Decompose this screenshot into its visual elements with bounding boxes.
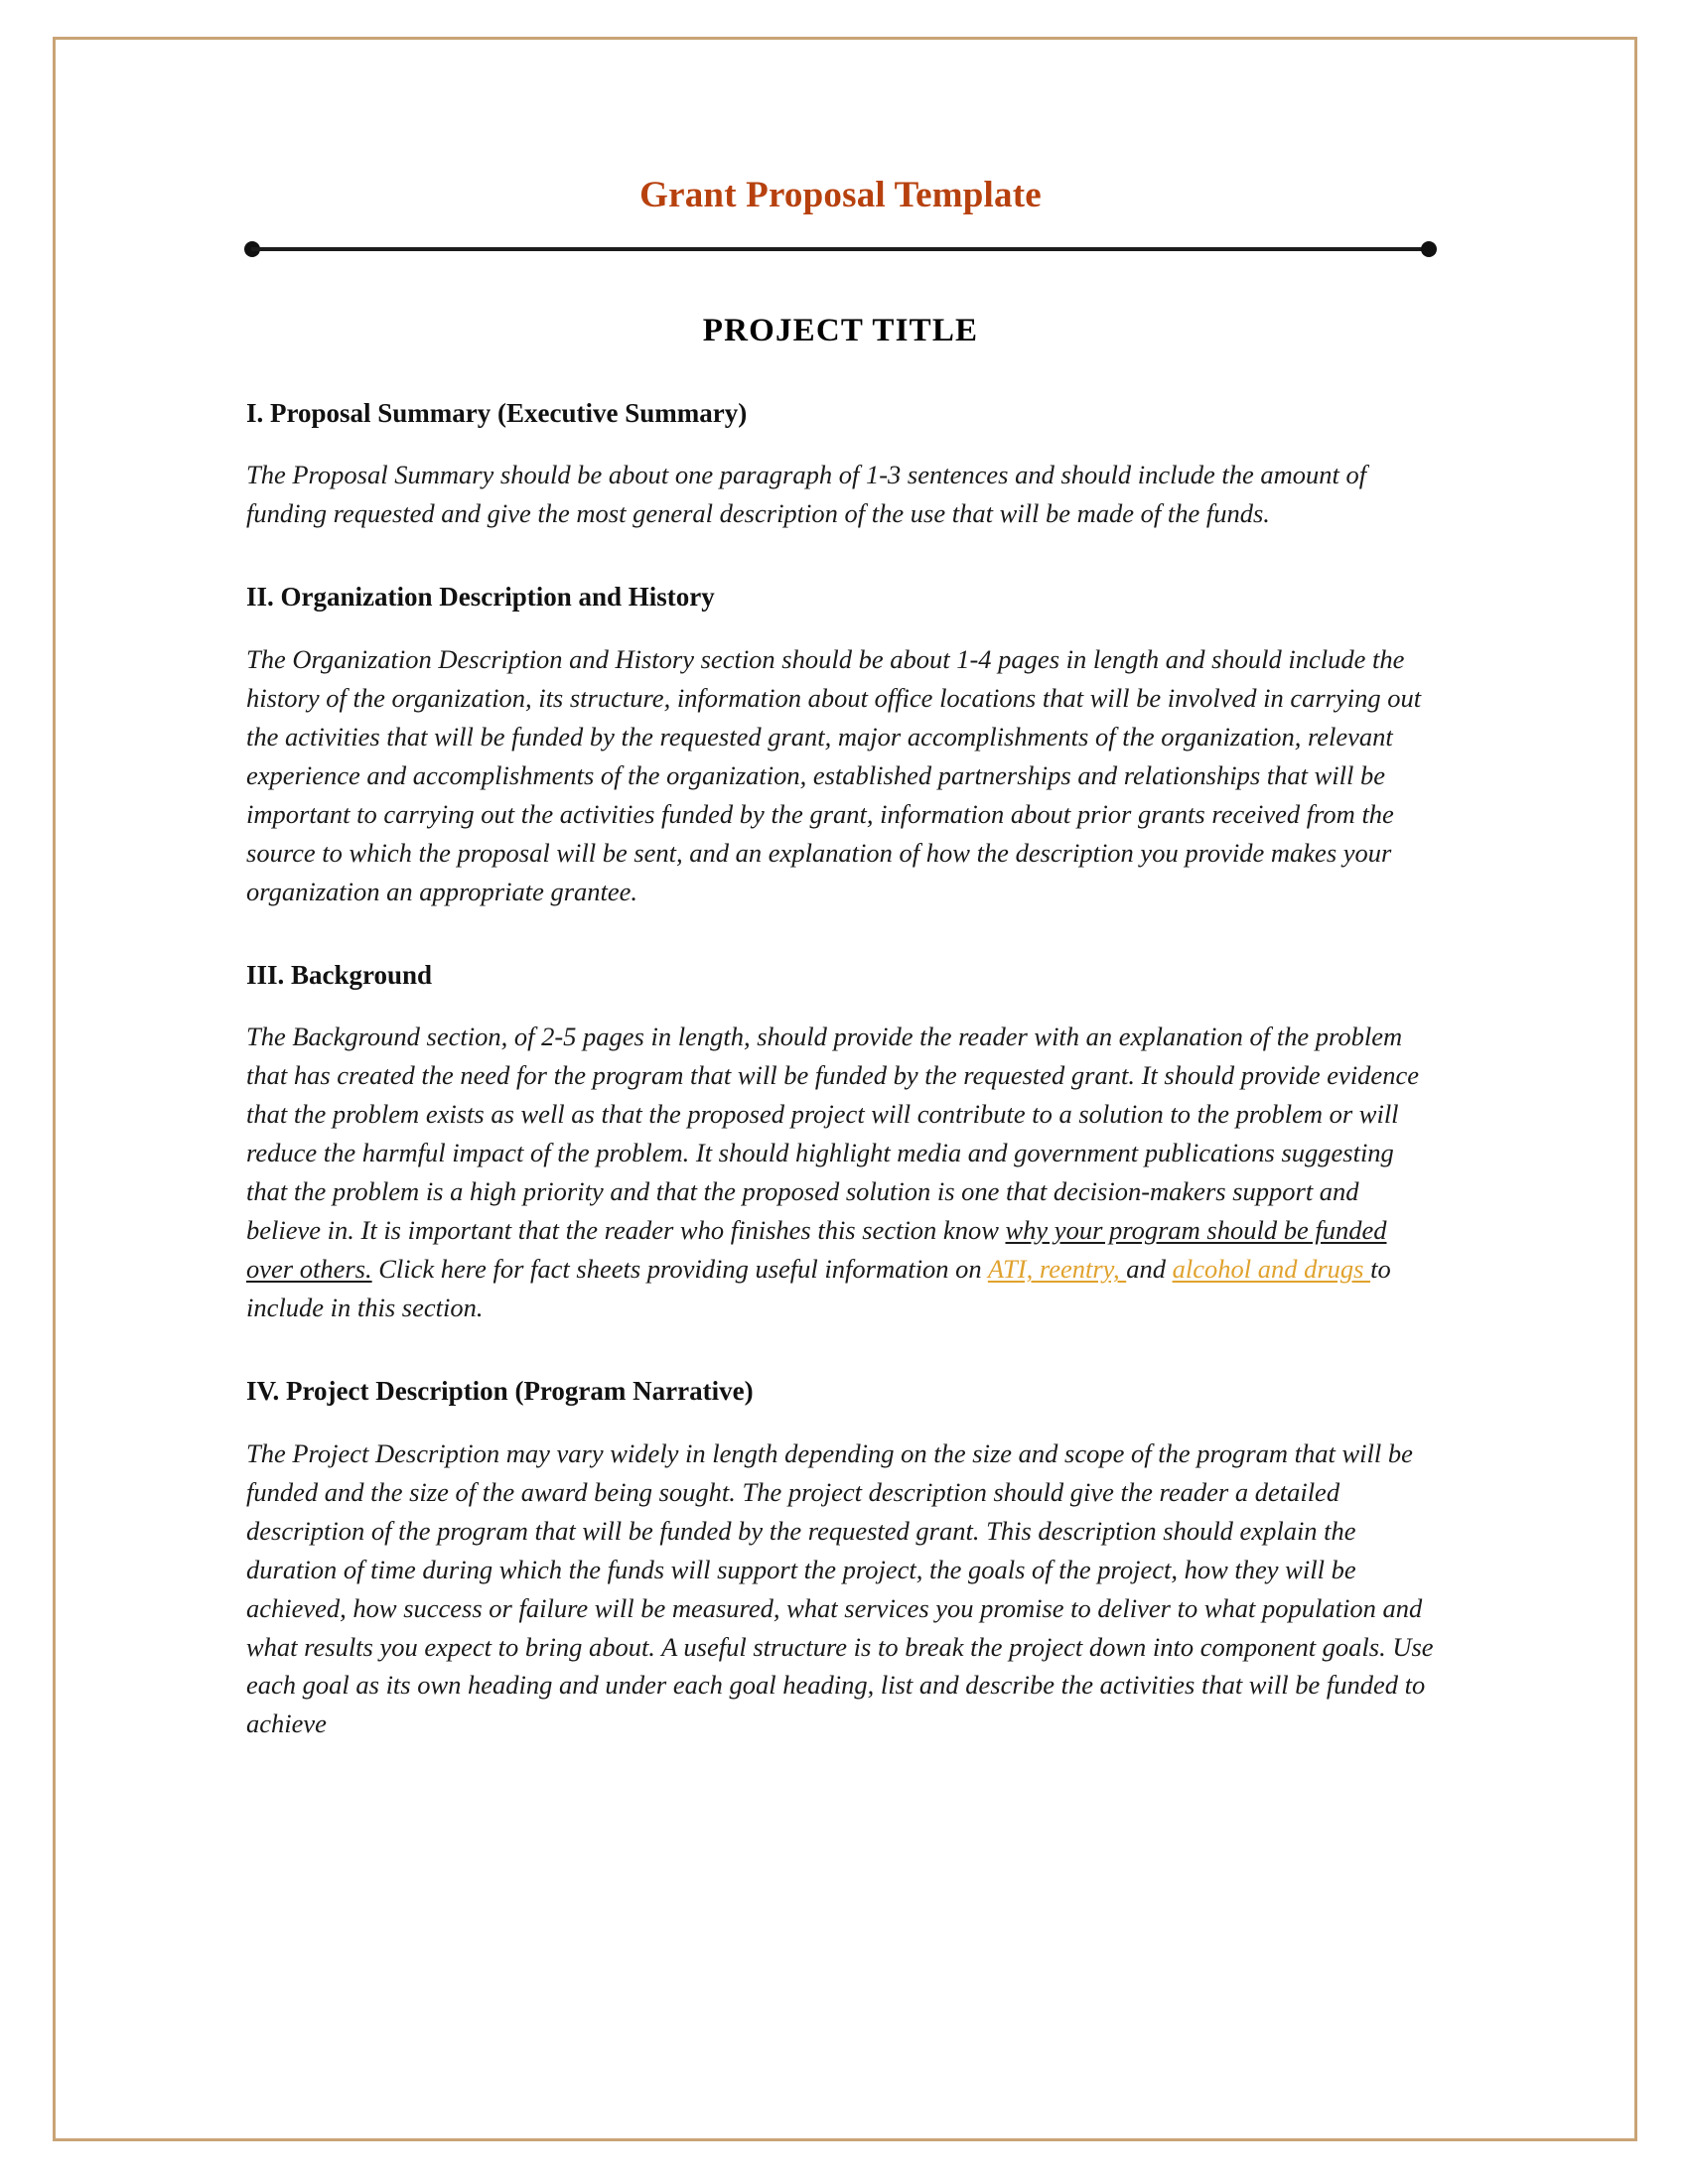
section-heading-iv-project-description: IV. Project Description (Program Narrative): [246, 1376, 754, 1406]
section-heading-ii-organization-description: II. Organization Description and History: [246, 582, 715, 613]
project-title-heading: PROJECT TITLE: [702, 312, 979, 348]
section-iii-text-part-1: The Background section, of 2-5 pages in length, should provide the reader with an explanation of the problem that has created the need for the program that will be funded by the requested grant. It should provide evidence that the problem exists as well as that the proposed project will contribute to a solution to the problem or will reduce the harmful impact of the problem. It should highlight media and government publications suggesting that the problem is a high priority and that the proposed solution is one that decision-makers support and believe in. It is important that the reader who finishes this section know: [246, 1022, 1419, 1246]
section-heading-iii-background: III. Background: [246, 959, 433, 990]
section-iii-text-part-3: and: [1126, 1254, 1173, 1285]
divider-right-dot-icon: [1421, 241, 1437, 257]
section-iii-underlined-emphasis: why your program should be funded over others.: [246, 1215, 1387, 1285]
document-title: Grant Proposal Template: [639, 175, 1042, 215]
title-divider: [246, 233, 1435, 267]
link-ati-reentry[interactable]: ATI, reentry,: [987, 1254, 1127, 1285]
section-heading-i-proposal-summary: I. Proposal Summary (Executive Summary): [246, 397, 748, 428]
section-body-iv: The Project Description may vary widely in length depending on the size and scope of the program that will be funded and the size of the award being sought. The project description should give the reader a detailed description of the program that will be funded by the requested grant. This description should explain the duration of time during which the funds will support the project, the goals of the project, how they will be achieved, how success or failure will be measured, what services you promise to deliver to what population and what results you expect to bring about. A useful structure is to break the project down into component goals. Use each goal as its own heading and under each goal heading, list and describe the activities that will be funded to achieve: [246, 1437, 1434, 1739]
divider-rule: [251, 247, 1430, 251]
section-body-ii: The Organization Description and History section should be about 1-4 pages in length and should include the history of the organization, its structure, information about office locations that will be involved in carrying out the activities that will be funded by the requested grant, major accomplishments of the organization, relevant experience and accomplishments of the organization, established partnerships and relationships that will be important to carrying out the activities funded by the grant, information about prior grants received from the source to which the proposal will be sent, and an explanation of how the description you provide makes your organization an appropriate grantee.: [246, 643, 1422, 906]
section-iii-text-part-2: Click here for fact sheets providing useful information on: [371, 1254, 988, 1285]
link-alcohol-and-drugs[interactable]: alcohol and drugs: [1172, 1254, 1371, 1285]
section-iii-text-part-4: to include in this section.: [246, 1254, 1391, 1323]
section-body-iii: [246, 1018, 1435, 1327]
section-body-i: The Proposal Summary should be about one paragraph of 1-3 sentences and should include the amount of funding requested and give the most general description of the use that will be made of the funds.: [246, 460, 1367, 529]
